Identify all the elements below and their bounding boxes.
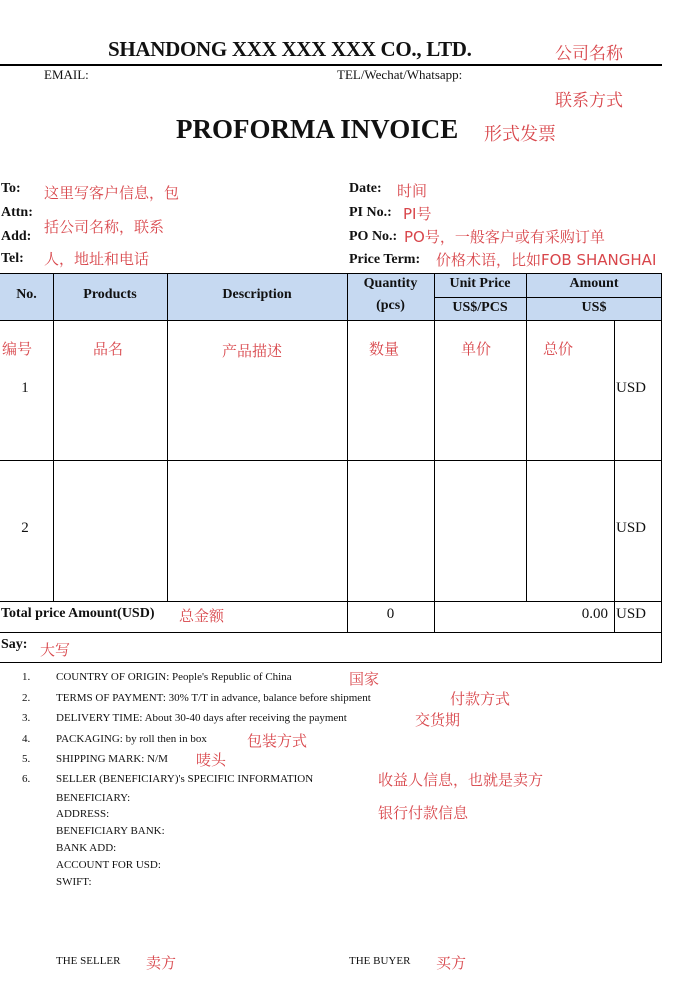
email-label: EMAIL:: [44, 67, 89, 82]
price-term-label: Price Term:: [349, 252, 421, 267]
col-header-quantity: Quantity: [363, 276, 418, 291]
tel-label: TEL/Wechat/Whatsapp:: [337, 67, 463, 82]
table-line: [0, 460, 662, 461]
total-currency: USD: [616, 606, 647, 622]
po-note: PO号，一般客户或有采购订单: [404, 228, 605, 246]
buyer-note: 买方: [436, 954, 467, 972]
date-note: 时间: [397, 182, 428, 200]
tel-customer-label: Tel:: [1, 251, 24, 266]
term-text: COUNTRY OF ORIGIN: People's Republic of China: [56, 671, 292, 683]
add-label: Add:: [1, 229, 32, 244]
table-line: [661, 273, 662, 663]
company-name-note: 公司名称: [555, 44, 623, 64]
bank-field-swift: SWIFT:: [56, 876, 92, 888]
company-name: SHANDONG XXX XXX XXX CO., LTD.: [108, 37, 472, 61]
table-line: [0, 632, 662, 633]
say-note: 大写: [40, 641, 71, 659]
date-label: Date:: [349, 181, 382, 196]
col-header-amount: Amount: [569, 276, 619, 291]
table-line: [434, 273, 435, 633]
buyer-label: THE BUYER: [349, 955, 411, 967]
bank-field-bank: BENEFICIARY BANK:: [56, 825, 165, 837]
attn-label: Attn:: [1, 205, 33, 220]
term-text: DELIVERY TIME: About 30-40 days after receiving the payment: [56, 712, 347, 724]
table-line: [614, 320, 615, 633]
term-text: TERMS OF PAYMENT: 30% T/T in advance, balance before shipment: [56, 692, 371, 704]
bank-field-beneficiary: BENEFICIARY:: [56, 792, 131, 804]
pi-label: PI No.:: [349, 205, 392, 220]
term-note: 收益人信息，也就是卖方: [378, 771, 544, 789]
col-header-amount-unit: US$: [581, 300, 607, 315]
term-note: 包装方式: [247, 732, 308, 750]
to-label: To:: [1, 181, 21, 196]
note-quantity: 数量: [369, 340, 400, 358]
term-note: 唛头: [196, 751, 227, 769]
term-note: 付款方式: [450, 690, 511, 708]
table-line: [434, 297, 662, 298]
bank-field-bank-add: BANK ADD:: [56, 842, 117, 854]
invoice-title-note: 形式发票: [484, 124, 556, 145]
term-num: 4.: [22, 733, 31, 745]
total-amount: 0.00: [581, 606, 608, 622]
row-2-no: 2: [21, 520, 29, 536]
table-line: [526, 273, 527, 602]
invoice-title: PROFORMA INVOICE: [176, 114, 459, 144]
po-label: PO No.:: [349, 229, 398, 244]
bank-field-address: ADDRESS:: [56, 808, 110, 820]
customer-note-2: 括公司名称，联系: [44, 218, 165, 236]
term-note: 国家: [349, 670, 380, 688]
table-line: [53, 273, 54, 602]
bank-note: 银行付款信息: [378, 804, 469, 822]
bank-field-account: ACCOUNT FOR USD:: [56, 859, 161, 871]
term-text: SELLER (BENEFICIARY)'s SPECIFIC INFORMATION: [56, 773, 314, 785]
total-note: 总金额: [179, 607, 225, 625]
row-1-currency: USD: [616, 380, 647, 396]
table-line: [0, 320, 662, 321]
term-num: 2.: [22, 692, 31, 704]
note-unit-price: 单价: [461, 340, 492, 358]
term-text: SHIPPING MARK: N/M: [56, 753, 168, 765]
term-note: 交货期: [415, 711, 461, 729]
seller-label: THE SELLER: [56, 955, 121, 967]
header-rule: [0, 64, 662, 66]
note-amount: 总价: [543, 340, 574, 358]
total-quantity: 0: [386, 606, 395, 622]
customer-note-1: 这里写客户信息，包: [44, 184, 180, 202]
note-products: 品名: [93, 340, 124, 358]
col-header-unit-price-unit: US$/PCS: [452, 300, 508, 315]
table-line: [0, 662, 662, 663]
note-description: 产品描述: [222, 342, 283, 360]
term-text: PACKAGING: by roll then in box: [56, 733, 207, 745]
table-line: [0, 273, 662, 274]
note-no: 编号: [2, 340, 33, 358]
price-term-note: 价格术语，比如FOB SHANGHAI: [436, 251, 657, 269]
seller-note: 卖方: [146, 954, 177, 972]
term-num: 6.: [22, 773, 31, 785]
table-line: [0, 601, 662, 602]
pi-note: PI号: [403, 205, 432, 223]
table-line: [167, 273, 168, 602]
say-label: Say:: [1, 637, 28, 652]
customer-note-3: 人，地址和电话: [44, 250, 150, 268]
col-header-description: Description: [222, 287, 292, 302]
row-1-no: 1: [21, 380, 29, 396]
term-num: 1.: [22, 671, 31, 683]
term-num: 5.: [22, 753, 31, 765]
term-num: 3.: [22, 712, 31, 724]
table-line: [347, 273, 348, 633]
total-label: Total price Amount(USD): [1, 606, 155, 621]
col-header-products: Products: [83, 287, 137, 302]
col-header-unit-price: Unit Price: [449, 276, 511, 291]
row-2-currency: USD: [616, 520, 647, 536]
col-header-no: No.: [16, 287, 37, 302]
contact-note: 联系方式: [555, 91, 623, 111]
col-header-quantity-unit: (pcs): [376, 298, 405, 313]
